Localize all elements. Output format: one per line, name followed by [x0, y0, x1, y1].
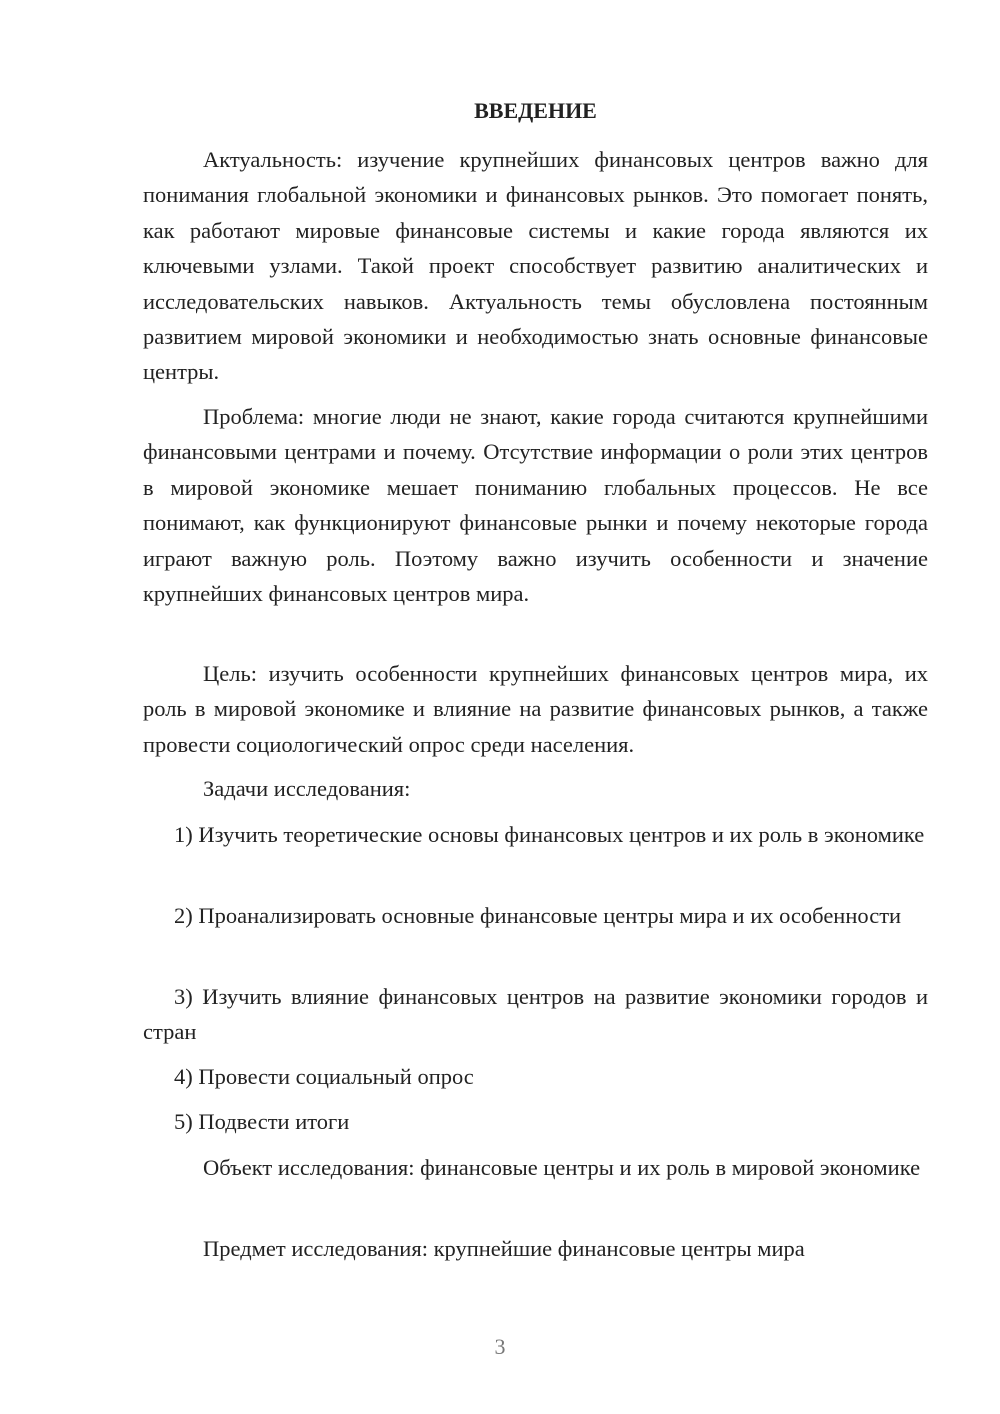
task-item-3: 3) Изучить влияние финансовых центров на развитие экономики городов и стран	[143, 984, 928, 1045]
task-item-1: 1) Изучить теоретические основы финансовых центров и их роль в экономике	[174, 822, 925, 847]
problem-paragraph: Проблема: многие люди не знают, какие города считаются крупнейшими финансовыми центрами и почему. Отсутствие информации о роли этих центров в мировой экономике мешает пониманию глобальных процессов. Не все понимают, как функционируют финансовые рынки и почему некоторые города играют важную роль. Поэтому важно изучить особенности и значение крупнейших финансовых центров мира.	[143, 404, 928, 607]
page-title: ВВЕДЕНИЕ	[474, 98, 597, 123]
task-item-5: 5) Подвести итоги	[174, 1109, 350, 1134]
task-item-2: 2) Проанализировать основные финансовые центры мира и их особенности	[174, 903, 902, 928]
object-paragraph: Объект исследования: финансовые центры и их роль в мировой экономике	[203, 1155, 921, 1180]
goal-paragraph: Цель: изучить особенности крупнейших финансовых центров мира, их роль в мировой экономике и влияние на развитие финансовых рынков, а также провести социологический опрос среди населения.	[143, 661, 928, 757]
page-number: 3	[494, 1334, 506, 1359]
tasks-heading: Задачи исследования:	[203, 776, 411, 801]
task-item-4: 4) Провести социальный опрос	[174, 1064, 474, 1089]
relevance-paragraph: Актуальность: изучение крупнейших финансовых центров важно для понимания глобальной экономики и финансовых рынков. Это помогает понять, как работают мировые финансовые системы и какие города являются их ключевыми узлами. Такой проект способствует развитию аналитических и исследовательских навыков. Актуальность темы обусловлена постоянным развитием мировой экономики и необходимостью знать основные финансовые центры.	[143, 147, 928, 385]
subject-paragraph: Предмет исследования: крупнейшие финансовые центры мира	[203, 1236, 805, 1261]
